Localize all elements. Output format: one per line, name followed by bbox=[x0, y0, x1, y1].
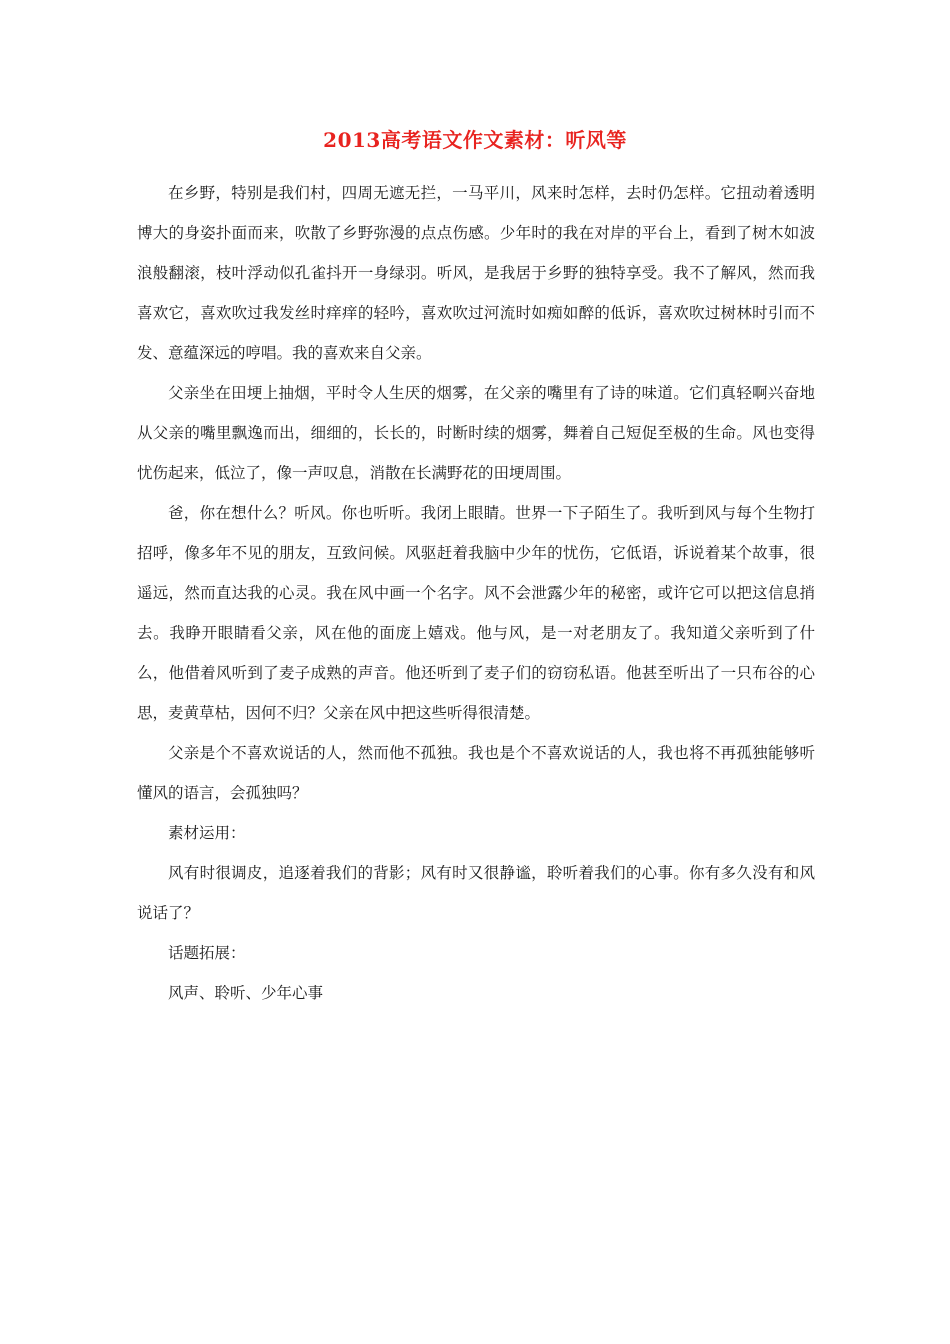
material-usage-heading: 素材运用： bbox=[168, 824, 246, 842]
topic-extension-heading: 话题拓展： bbox=[168, 944, 246, 962]
material-usage-text: 风有时很调皮，追逐着我们的背影；风有时又很静谧，聆听着我们的心事。你有多久没有和风说话了？ bbox=[137, 864, 815, 922]
paragraph-not-lonely: 父亲是个不喜欢说话的人，然而他不孤独。我也是个不喜欢说话的人，我也将不再孤独能够听懂风的语言，会孤独吗？ bbox=[137, 744, 815, 802]
paragraph-dialogue: 爸，你在想什么？听风。你也听听。我闭上眼睛。世界一下子陌生了。我听到风与每个生物打招呼，像多年不见的朋友，互致问候。风驱赶着我脑中少年的忧伤，它低语，诉说着某个故事，很遥远，然而直达我的心灵。我在风中画一个名字。风不会泄露少年的秘密，或许它可以把这信息捎去。我睁开眼睛看父亲，风在他的面庞上嬉戏。他与风，是一对老朋友了。我知道父亲听到了什么，他借着风听到了麦子成熟的声音。他还听到了麦子们的窃窃私语。他甚至听出了一只布谷的心思，麦黄草枯，因何不归？父亲在风中把这些听得很清楚。 bbox=[137, 504, 815, 722]
paragraph-father-smoking: 父亲坐在田埂上抽烟，平时令人生厌的烟雾，在父亲的嘴里有了诗的味道。它们真轻啊兴奋地从父亲的嘴里飘逸而出，细细的，长长的，时断时续的烟雾，舞着自己短促至极的生命。风也变得忧伤起来，低泣了，像一声叹息，消散在长满野花的田埂周围。 bbox=[137, 384, 815, 482]
topic-extension-text: 风声、聆听、少年心事 bbox=[168, 984, 324, 1002]
document-title: 2013高考语文作文素材：听风等 bbox=[323, 128, 627, 152]
paragraph-listening-to-wind: 在乡野，特别是我们村，四周无遮无拦，一马平川，风来时怎样，去时仍怎样。它扭动着透明博大的身姿扑面而来，吹散了乡野弥漫的点点伤感。少年时的我在对岸的平台上，看到了树木如波浪般翻滚，枝叶浮动似孔雀抖开一身绿羽。听风，是我居于乡野的独特享受。我不了解风，然而我喜欢它，喜欢吹过我发丝时痒痒的轻吟，喜欢吹过河流时如痴如醉的低诉，喜欢吹过树林时引而不发、意蕴深远的哼唱。我的喜欢来自父亲。 bbox=[137, 184, 815, 362]
document-body bbox=[137, 173, 815, 1013]
